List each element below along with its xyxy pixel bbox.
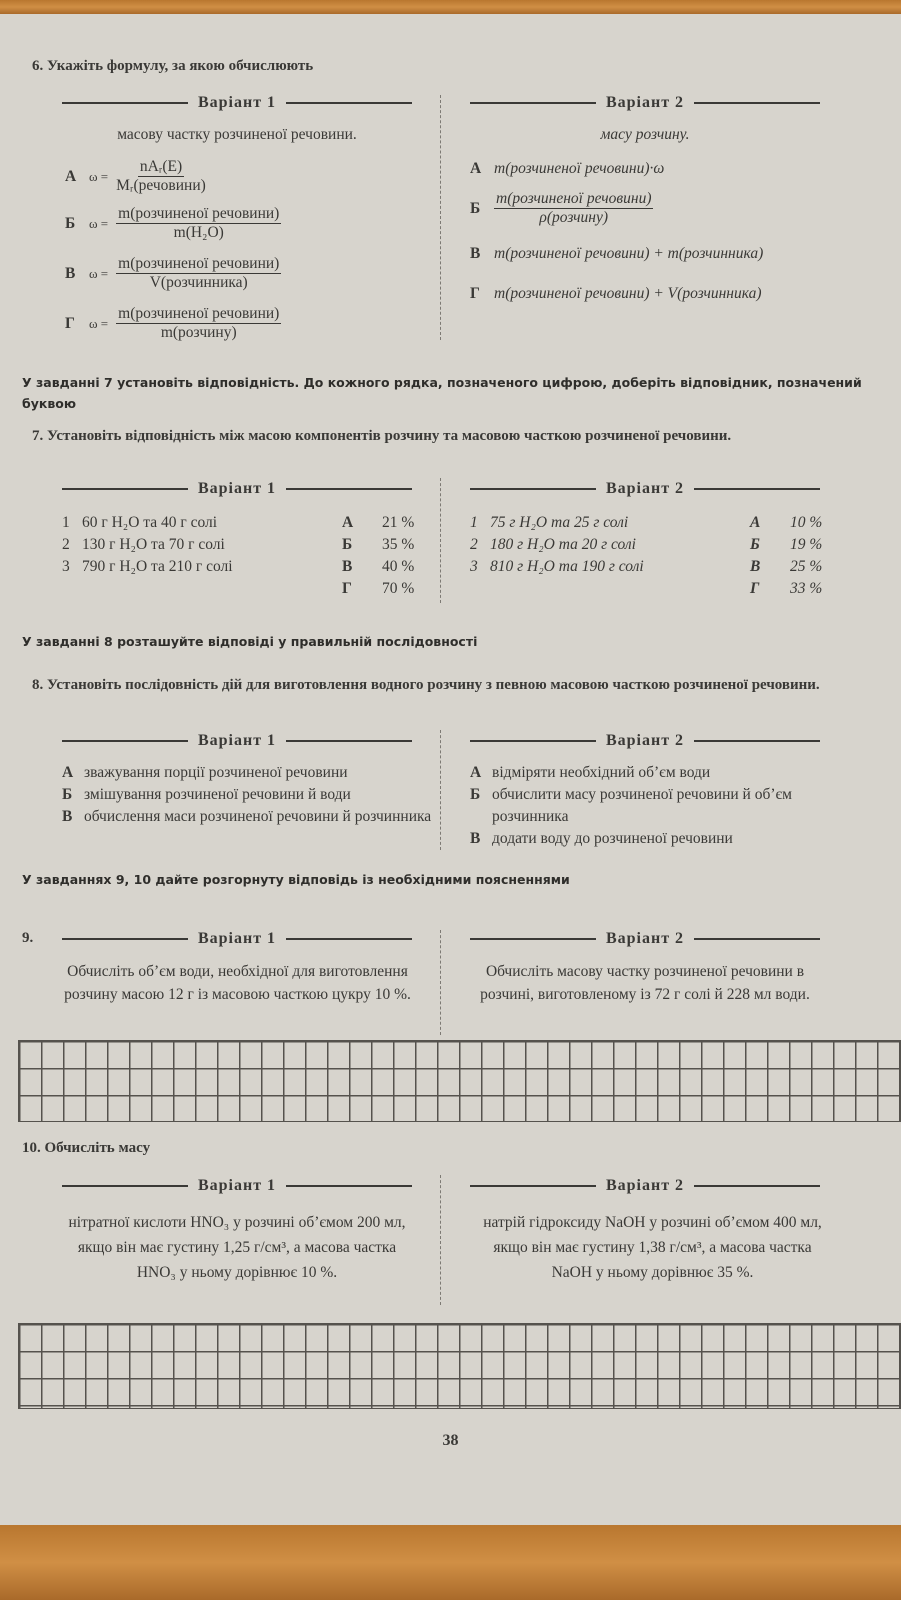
- answer-value: 25 %: [790, 558, 823, 575]
- q8-variant2-header: Варіант 2: [470, 732, 820, 750]
- row-number: 1: [470, 514, 478, 531]
- answer-letter: Г: [750, 580, 760, 597]
- answer-grid-10[interactable]: [18, 1323, 901, 1409]
- item-text: обчислити масу розчиненої речовини й об’єм розчинника: [492, 786, 792, 825]
- q9-v1-text: Обчисліть об’єм води, необхідної для виготовлення розчину масою 12 г із масовою часткою цукру 10 %.: [64, 963, 411, 1003]
- mass-composition: 130 г H₂O та 70 г солі: [82, 536, 225, 553]
- option-letter: В: [65, 264, 76, 282]
- list-item: [470, 784, 850, 828]
- table-row: [62, 512, 432, 534]
- instruction-9-10: У завданнях 9, 10 дайте розгорнуту відповідь із необхідними поясненнями: [22, 872, 570, 887]
- desk-edge-top: [0, 0, 901, 14]
- column-divider: [440, 930, 441, 1035]
- table-row: [62, 534, 432, 556]
- page-number: 38: [442, 1432, 459, 1449]
- option-letter: В: [470, 245, 481, 262]
- answer-letter: В: [342, 558, 353, 575]
- mass-composition: 75 г H₂O та 25 г солі: [490, 514, 629, 531]
- q6-v1-option: [65, 158, 206, 195]
- item-letter: А: [62, 764, 74, 781]
- formula-fraction: [116, 205, 281, 242]
- answer-value: 40 %: [382, 558, 415, 575]
- formula-numerator: m(розчиненої речовини): [118, 255, 280, 272]
- q10-variant2-header: Варіант 2: [470, 1177, 820, 1195]
- item-text: зважування порції розчиненої речовини: [84, 764, 348, 781]
- column-divider: [440, 730, 441, 850]
- formula-fraction: [116, 255, 281, 292]
- answer-value: 21 %: [382, 514, 415, 531]
- option-letter: Б: [65, 214, 76, 232]
- list-item: [470, 828, 850, 850]
- answer-letter: Б: [342, 536, 353, 553]
- mass-composition: [82, 578, 342, 600]
- option-letter: Г: [470, 285, 480, 302]
- option-letter: Б: [470, 199, 481, 217]
- row-number: 2: [470, 536, 478, 553]
- row-number: 2: [62, 536, 70, 553]
- q6-variant1-header: Варіант 1: [62, 94, 412, 112]
- item-letter: А: [470, 764, 482, 781]
- formula-lhs: ω =: [89, 265, 109, 281]
- q6-v2-prompt: масу розчину.: [600, 126, 690, 143]
- formula-numerator: nAᵣ(E): [139, 158, 183, 175]
- formula-fraction: [116, 305, 281, 342]
- answer-letter: В: [750, 558, 761, 575]
- row-number: 3: [62, 558, 70, 575]
- column-divider: [440, 95, 441, 340]
- q6-v2-option: [470, 190, 653, 227]
- q6-v2-option: [470, 285, 762, 303]
- answer-value: 70 %: [382, 580, 415, 597]
- q9-number: 9.: [22, 930, 34, 946]
- answer-letter: Г: [342, 580, 352, 597]
- item-text: змішування розчиненої речовини й води: [84, 786, 351, 803]
- formula-numerator: m(розчиненої речовини): [118, 205, 280, 222]
- answer-letter: А: [750, 514, 761, 531]
- formula-denominator: Mᵣ(речовини): [116, 177, 206, 194]
- item-text: додати воду до розчиненої речовини: [492, 830, 733, 847]
- table-row: [470, 534, 840, 556]
- formula-denominator: V(розчинника): [149, 274, 248, 291]
- instruction-8: У завданні 8 розташуйте відповіді у правильній послідовності: [22, 634, 478, 649]
- q10-variant1-header: Варіант 1: [62, 1177, 412, 1195]
- row-number: 3: [470, 558, 478, 575]
- list-item: [62, 806, 437, 828]
- item-letter: Б: [470, 786, 481, 803]
- option-formula: m(розчиненої речовини) + V(розчинника): [494, 285, 762, 302]
- item-letter: Б: [62, 786, 73, 803]
- row-number: 1: [62, 514, 70, 531]
- answer-value: 33 %: [790, 580, 823, 597]
- mass-composition: 180 г H₂O та 20 г солі: [490, 536, 636, 553]
- q6-v1-option: [65, 205, 281, 242]
- q7-variant1-header: Варіант 1: [62, 480, 412, 498]
- q6-variant2-header: Варіант 2: [470, 94, 820, 112]
- q10-title: 10. Обчисліть масу: [22, 1140, 151, 1156]
- table-row: [62, 556, 432, 578]
- formula-numerator: m(розчиненої речовини): [118, 305, 280, 322]
- formula-lhs: ω =: [89, 215, 109, 231]
- mass-composition: 60 г H₂O та 40 г солі: [82, 514, 218, 531]
- option-letter: А: [470, 160, 482, 177]
- option-letter: А: [65, 167, 77, 185]
- item-text: обчислення маси розчиненої речовини й розчинника: [84, 808, 432, 825]
- row-number: [470, 578, 490, 600]
- list-item: [62, 762, 437, 784]
- formula-lhs: ω =: [89, 168, 109, 184]
- table-row: [470, 556, 840, 578]
- item-letter: В: [470, 830, 481, 847]
- formula-denominator: m(розчину): [160, 324, 237, 341]
- row-number: [62, 578, 82, 600]
- answer-value: 35 %: [382, 536, 415, 553]
- table-row: [62, 578, 432, 600]
- q9-v2-text: Обчисліть масову частку розчиненої речовини в розчині, виготовленому із 72 г солі й 228 мл води.: [480, 963, 810, 1003]
- q6-v1-prompt: масову частку розчиненої речовини.: [117, 126, 357, 143]
- q6-v1-option: [65, 305, 281, 342]
- option-letter: Г: [65, 314, 75, 332]
- q8-variant1-header: Варіант 1: [62, 732, 412, 750]
- q9-variant2-header: Варіант 2: [470, 930, 820, 948]
- q10-v1-text: нітратної кислоти HNO₃ у розчині об’ємом 200 мл, якщо він має густину 1,25 г/см³, а масова частка HNO₃ у ньому дорівнює 10 %.: [68, 1214, 406, 1281]
- formula-numerator: m(розчиненої речовини): [496, 190, 652, 207]
- option-formula: m(розчиненої речовини) + m(розчинника): [494, 245, 764, 262]
- mass-composition: [490, 578, 750, 600]
- instruction-7: У завданні 7 установіть відповідність. До кожного рядка, позначеного цифрою, доберіть відповідник, позначений буквою: [22, 375, 862, 411]
- list-item: [470, 762, 850, 784]
- option-formula: m(розчиненої речовини)·ω: [494, 160, 665, 177]
- answer-letter: А: [342, 514, 354, 531]
- q6-v2-option: [470, 245, 763, 263]
- q6-v1-option: [65, 255, 281, 292]
- table-row: [470, 512, 840, 534]
- formula-fraction: [494, 190, 653, 227]
- list-item: [62, 784, 437, 806]
- item-text: відміряти необхідний об’єм води: [492, 764, 711, 781]
- formula-fraction: [116, 158, 206, 195]
- formula-denominator: m(H₂O): [173, 224, 224, 241]
- mass-composition: 790 г H₂O та 210 г солі: [82, 558, 233, 575]
- answer-grid-9[interactable]: [18, 1040, 901, 1122]
- column-divider: [440, 1175, 441, 1305]
- mass-composition: 810 г H₂O та 190 г солі: [490, 558, 644, 575]
- q7-title: 7. Установіть відповідність між масою компонентів розчину та масовою часткою розчиненої речовини.: [32, 428, 732, 444]
- q10-v2-text: натрій гідроксиду NaOH у розчині об’ємом 400 мл, якщо він має густину 1,38 г/см³, а масова частка NaOH у ньому дорівнює 35 %.: [483, 1214, 822, 1281]
- q6-v2-option: [470, 160, 664, 178]
- table-row: [470, 578, 840, 600]
- answer-letter: Б: [750, 536, 760, 553]
- desk-edge-bottom: [0, 1525, 901, 1600]
- item-letter: В: [62, 808, 73, 825]
- q6-title: 6. Укажіть формулу, за якою обчислюють: [32, 58, 314, 74]
- q9-variant1-header: Варіант 1: [62, 930, 412, 948]
- column-divider: [440, 478, 441, 603]
- formula-denominator: ρ(розчину): [539, 209, 609, 226]
- q7-variant2-header: Варіант 2: [470, 480, 820, 498]
- answer-value: 10 %: [790, 514, 823, 531]
- q8-title: 8. Установіть послідовність дій для виготовлення водного розчину з певною масовою часткою розчиненої речовини.: [32, 677, 820, 693]
- answer-value: 19 %: [790, 536, 823, 553]
- formula-lhs: ω =: [89, 315, 109, 331]
